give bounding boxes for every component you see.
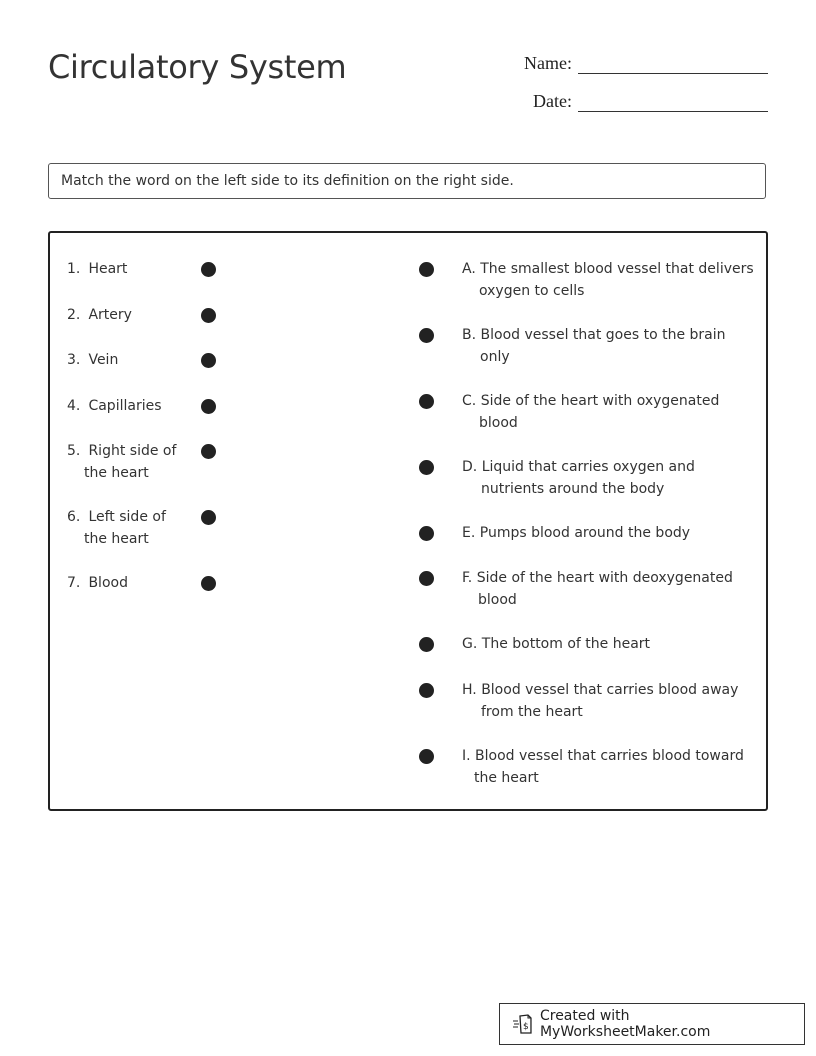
definition-text: The bottom of the heart	[481, 636, 651, 652]
name-label: Name:	[524, 53, 572, 73]
worksheet-maker-logo-icon	[512, 1013, 534, 1035]
definition-dot-e[interactable]	[419, 526, 434, 541]
definition-dot-i[interactable]	[419, 749, 434, 764]
term-number: 2.	[67, 307, 81, 323]
definition-dot-a[interactable]	[419, 262, 434, 277]
footer-credit[interactable]	[499, 1003, 805, 1045]
definition-text: The smallest blood vessel that delivers	[480, 261, 754, 277]
term-item	[67, 395, 187, 417]
definition-dot-g[interactable]	[419, 637, 434, 652]
definition-dot-f[interactable]	[419, 571, 434, 586]
term-text: Left side of	[88, 509, 166, 525]
definition-letter: E.	[462, 525, 476, 541]
date-line[interactable]	[578, 91, 768, 112]
definition-item	[462, 258, 762, 302]
term-text: Blood	[88, 575, 128, 591]
definition-text-continued: nutrients around the body	[481, 481, 665, 497]
definition-item	[462, 567, 762, 611]
definition-text: Side of the heart with deoxygenated	[476, 570, 733, 586]
date-field	[533, 91, 768, 112]
term-item	[67, 349, 187, 371]
term-dot-4[interactable]	[201, 399, 216, 414]
definition-text: Blood vessel that carries blood away	[481, 682, 739, 698]
term-text: Right side of	[88, 443, 177, 459]
definition-item	[462, 745, 762, 789]
definition-text: Side of the heart with oxygenated	[480, 393, 720, 409]
footer-text: Created with MyWorksheetMaker.com	[539, 1008, 711, 1040]
name-line[interactable]	[578, 53, 768, 74]
term-number: 5.	[67, 443, 81, 459]
term-text-continued: the heart	[84, 531, 149, 547]
term-dot-7[interactable]	[201, 576, 216, 591]
definition-letter: B.	[462, 327, 477, 343]
definition-text: Blood vessel that carries blood toward	[475, 748, 744, 764]
definition-letter: F.	[462, 570, 473, 586]
definition-letter: I.	[462, 748, 471, 764]
matching-area	[48, 231, 768, 811]
definition-dot-c[interactable]	[419, 394, 434, 409]
term-number: 3.	[67, 352, 81, 368]
definition-item	[462, 633, 762, 655]
definition-text-continued: blood	[478, 592, 517, 608]
definition-item	[462, 390, 762, 434]
term-dot-5[interactable]	[201, 444, 216, 459]
term-item	[67, 572, 187, 594]
definition-item	[462, 679, 762, 723]
definition-text-continued: only	[480, 349, 510, 365]
definition-text: Pumps blood around the body	[479, 525, 691, 541]
term-dot-6[interactable]	[201, 510, 216, 525]
definition-text: Liquid that carries oxygen and	[481, 459, 695, 475]
definition-letter: A.	[462, 261, 476, 277]
instructions-box: Match the word on the left side to its definition on the right side.	[48, 163, 766, 199]
term-number: 6.	[67, 509, 81, 525]
term-text-continued: the heart	[84, 465, 149, 481]
definition-text-continued: the heart	[474, 770, 539, 786]
definition-letter: D.	[462, 459, 478, 475]
definition-text-continued: from the heart	[481, 704, 583, 720]
term-number: 4.	[67, 398, 81, 414]
definition-text: Blood vessel that goes to the brain	[480, 327, 726, 343]
term-dot-1[interactable]	[201, 262, 216, 277]
svg-text:$: $	[522, 1021, 529, 1032]
term-text: Vein	[88, 352, 119, 368]
definition-letter: C.	[462, 393, 477, 409]
page-title: Circulatory System	[48, 48, 347, 86]
definition-letter: H.	[462, 682, 477, 698]
definition-dot-d[interactable]	[419, 460, 434, 475]
term-dot-3[interactable]	[201, 353, 216, 368]
term-item	[67, 506, 187, 550]
term-text: Heart	[88, 261, 128, 277]
term-dot-2[interactable]	[201, 308, 216, 323]
term-number: 1.	[67, 261, 81, 277]
term-item	[67, 258, 187, 280]
definition-dot-h[interactable]	[419, 683, 434, 698]
definition-dot-b[interactable]	[419, 328, 434, 343]
term-text: Capillaries	[88, 398, 162, 414]
definition-letter: G.	[462, 636, 478, 652]
definition-item	[462, 324, 762, 368]
term-number: 7.	[67, 575, 81, 591]
term-item	[67, 304, 187, 326]
definition-text-continued: blood	[479, 415, 518, 431]
name-field	[524, 53, 768, 74]
definition-text-continued: oxygen to cells	[479, 283, 585, 299]
term-item	[67, 440, 187, 484]
definition-item	[462, 456, 762, 500]
definition-item	[462, 522, 762, 544]
term-text: Artery	[88, 307, 132, 323]
date-label: Date:	[533, 91, 572, 111]
